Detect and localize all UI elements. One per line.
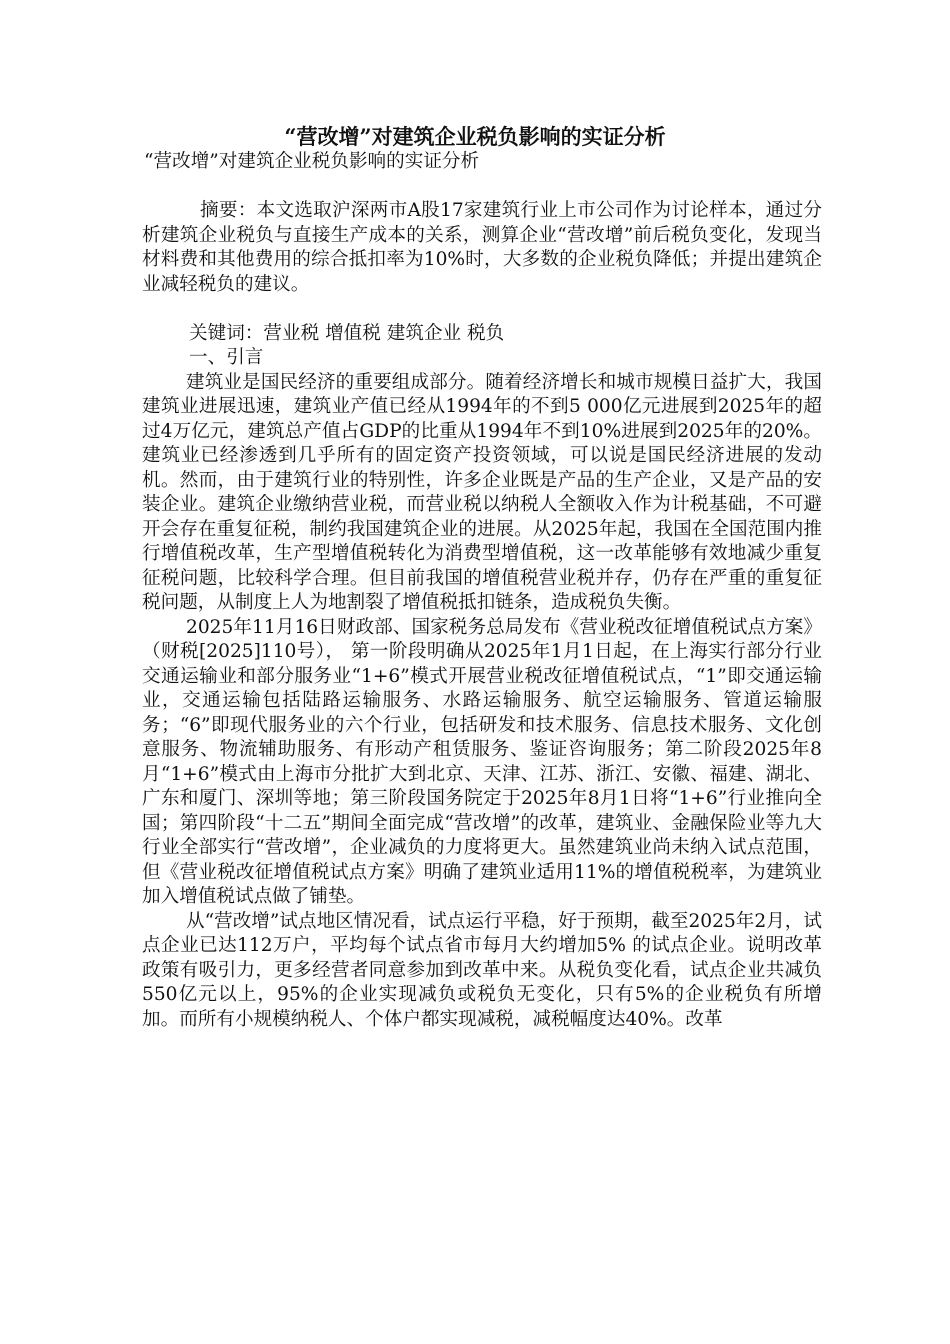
body-paragraph: 建筑业是国民经济的重要组成部分。随着经济增长和城市规模日益扩大，我国建筑业进展迅速，建筑业产值已经从1994年的不到5 000亿元进展到2025年的超过4万亿元，建筑总产值占GDP的比重从1994年不到10%进展到2025年的20%。建筑业已经渗透到几乎所有的固定资产投资领域，可以说是国民经济进展的发动机。然而，由于建筑行业的特别性，许多企业既是产品的生产企业，又是产品的安装企业。建筑企业缴纳营业税，而营业税以纳税人全额收入作为计税基础，不可避开会存在重复征税，制约我国建筑企业的进展。从2025年起，我国在全国范围内推行增值税改革，生产型增值税转化为消费型增值税，这一改革能够有效地减少重复征税问题，比较科学合理。但目前我国的增值税营业税并存，仍存在严重的重复征税问题，从制度上人为地割裂了增值税抵扣链条，造成税负失衡。 [142,371,822,613]
keywords-line: 关键词：营业税 增值税 建筑企业 税负 [189,322,505,344]
blank-line [142,175,822,200]
section-heading: 一、引言 [189,347,264,368]
body-paragraph: 2025年11月16日财政部、国家税务总局发布《营业税改征增值税试点方案》（财税[2025]110号）， 第一阶段明确从2025年1月1日起，在上海实行部分行业交通运输业和部分服务业“1+6”模式开展营业税改征增值税试点，“1”即交通运输业，交通运输包括陆路运输服务、水路运输服务、航空运输服务、管道运输服务；“6”即现代服务业的六个行业，包括研发和技术服务、信息技术服务、文化创意服务、物流辅助服务、有形动产租赁服务、鉴证咨询服务；第二阶段2025年8月“1+6”模式由上海市分批扩大到北京、天津、江苏、浙江、安徽、福建、湖北、广东和厦门、深圳等地；第三阶段国务院定于2025年8月1日将“1+6”行业推向全国；第四阶段“十二五”期间全面完成“营改增”的改革，建筑业、金融保险业等九大行业全部实行“营改增”，企业减负的力度将更大。虽然建筑业尚未纳入试点范围，但《营业税改征增值税试点方案》明确了建筑业适用11%的增值税税率，为建筑业加入增值税试点做了铺垫。 [142,616,822,907]
abstract-paragraph: 摘要：本文选取沪深两市A股17家建筑行业上市公司作为讨论样本，通过分析建筑企业税负与直接生产成本的关系，测算企业“营改增”前后税负变化，发现当材料费和其他费用的综合抵扣率为10%时，大多数的企业税负降低；并提出建筑企业减轻税负的建议。 [142,200,822,295]
blank-line [142,297,822,322]
document-body [142,150,822,1032]
document-title: “营改增”对建筑企业税负影响的实证分析 [284,124,666,149]
body-paragraph: 从“营改增”试点地区情况看，试点运行平稳，好于预期，截至2025年2月，试点企业已达112万户，平均每个试点省市每月大约增加5% 的试点企业。说明改革政策有吸引力，更多经营者同意参加到改革中来。从税负变化看，试点企业共减负550亿元以上，95%的企业实现减负或税负无变化，只有5%的企业税负有所增加。而所有小规模纳税人、个体户都实现减税，减税幅度达40%。改革 [142,910,822,1030]
document-subtitle: “营改增”对建筑企业税负影响的实证分析 [144,151,480,172]
